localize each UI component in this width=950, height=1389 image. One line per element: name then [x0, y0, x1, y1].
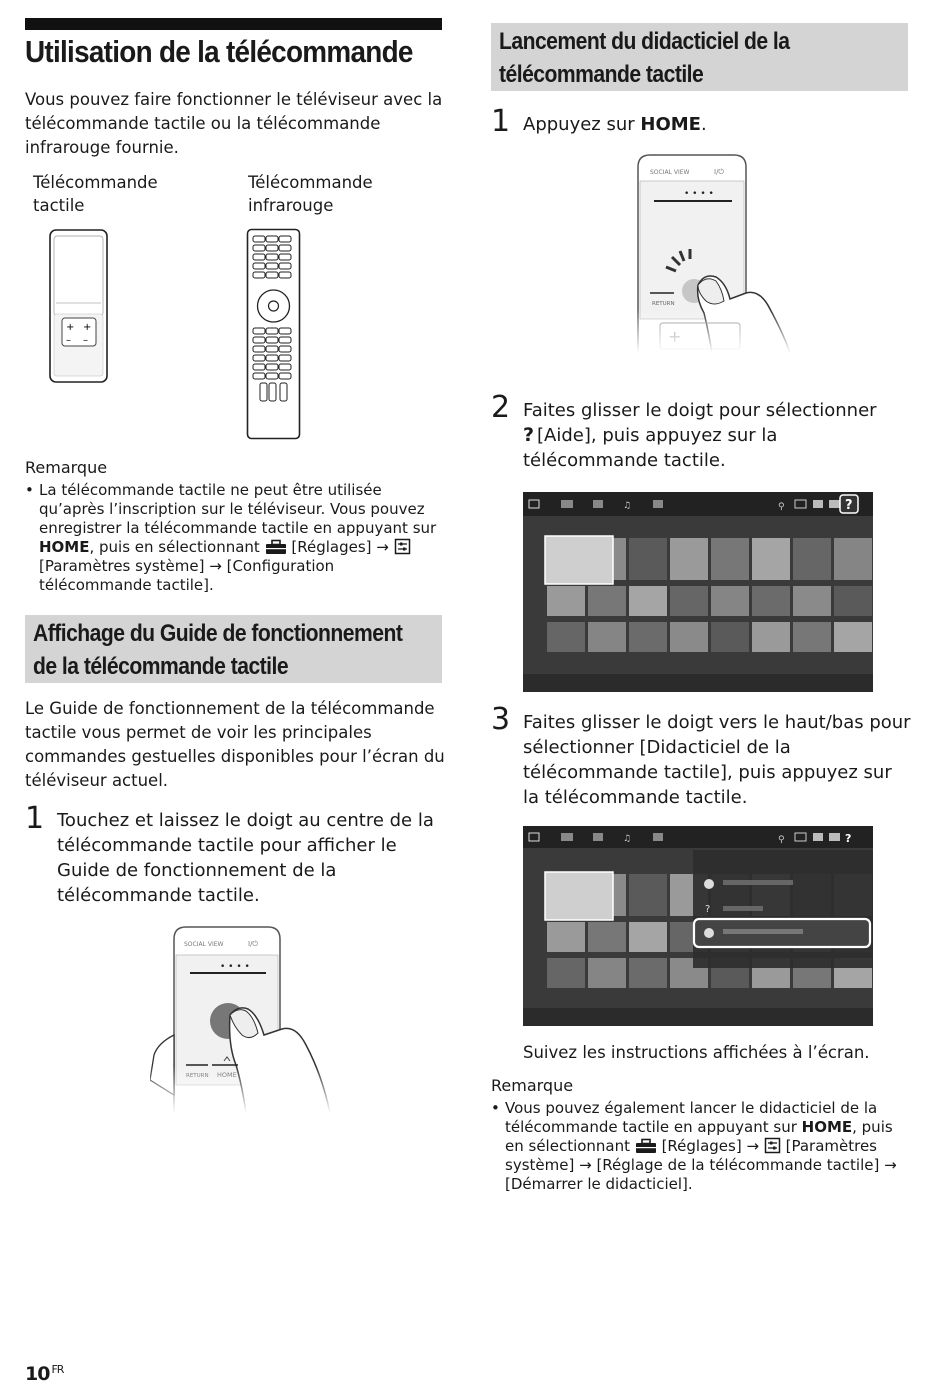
- svg-text:+: +: [83, 322, 92, 333]
- ir-remote-label: Télécommande infrarouge: [248, 173, 373, 215]
- section1-heading: Affichage du Guide de fonctionnement de la télécommande tactile: [25, 615, 442, 683]
- touch-remote-label: Télécommande tactile: [33, 173, 158, 215]
- toolbox-icon: [635, 1138, 657, 1154]
- section1-step1-text: Touchez et laissez le doigt au centre de la télécommande tactile pour afficher le Guide de fonctionnement de la télécommande tactile.: [57, 810, 434, 906]
- section2-step1-number: 1: [491, 104, 511, 139]
- touch-guide-illustration: [150, 925, 340, 1113]
- svg-text:⚲: ⚲: [778, 502, 785, 512]
- system-settings-icon: [394, 538, 411, 555]
- note2-heading: Remarque: [491, 1076, 574, 1095]
- system-settings-icon: [764, 1137, 781, 1154]
- svg-text:?: ?: [845, 832, 852, 845]
- note1-heading: Remarque: [25, 458, 108, 477]
- touch-remote-illustration: [48, 228, 110, 384]
- tv-screen-help-selection: [523, 492, 873, 692]
- section1-body: Le Guide de fonctionnement de la télécommande tactile vous permet de voir les principales commandes gestuelles disponibles pour l’écran du téléviseur actuel.: [25, 699, 445, 790]
- intro-paragraph: Vous pouvez faire fonctionner le téléviseur avec la télécommande tactile ou la télécommande infrarouge fournie.: [25, 90, 443, 157]
- svg-text:♫: ♫: [623, 501, 632, 511]
- section2-step2-text: Faites glisser le doigt pour sélectionner ? [Aide], puis appuyez sur la télécommande tactile.: [523, 400, 877, 471]
- section1-step1-number: 1: [25, 801, 45, 836]
- toolbox-icon: [265, 539, 287, 555]
- section2-step3-text: Faites glisser le doigt vers le haut/bas pour sélectionner [Didacticiel de la télécommande tactile], puis appuyez sur la télécommande tactile.: [523, 712, 911, 808]
- help-icon: ?: [523, 424, 535, 446]
- section2-heading: Lancement du didacticiel de la télécommande tactile: [491, 23, 908, 91]
- header-rule: [25, 18, 442, 30]
- follow-instructions: Suivez les instructions affichées à l’écran.: [523, 1043, 870, 1062]
- section2-step2-number: 2: [491, 390, 511, 425]
- svg-text:?: ?: [845, 498, 853, 513]
- section2-step1-text: Appuyez sur HOME.: [523, 114, 707, 135]
- svg-text:–: –: [66, 335, 71, 346]
- ir-remote-illustration: [246, 228, 302, 440]
- svg-text:♫: ♫: [623, 834, 632, 844]
- tv-screen-tutorial-selection: [523, 826, 873, 1026]
- section2-step3-number: 3: [491, 702, 511, 737]
- page-number: 10 $^{FR}$: [25, 1363, 64, 1385]
- home-press-illustration: [620, 153, 800, 353]
- page-title: Utilisation de la télécommande: [25, 34, 413, 69]
- svg-text:+: +: [66, 322, 75, 333]
- svg-text:–: –: [83, 335, 88, 346]
- note1-text: • La télécommande tactile ne peut être utilisée qu’après l’inscription sur le téléviseur. Vous pouvez enregistrer la télécommande tactile en appuyant sur HOME, puis en sélectionnant [Réglages] → [Paramètres système] → [Configuration télécommande tactile].: [25, 481, 437, 594]
- svg-text:?: ?: [705, 904, 711, 915]
- note2-text: • Vous pouvez également lancer le didacticiel de la télécommande tactile en appuyant sur HOME, puis en sélectionnant [Réglages] → [Paramètres système] → [Réglage de la télécommande tactile] → [Démarrer le didacticiel].: [491, 1099, 897, 1193]
- svg-text:⚲: ⚲: [778, 835, 785, 845]
